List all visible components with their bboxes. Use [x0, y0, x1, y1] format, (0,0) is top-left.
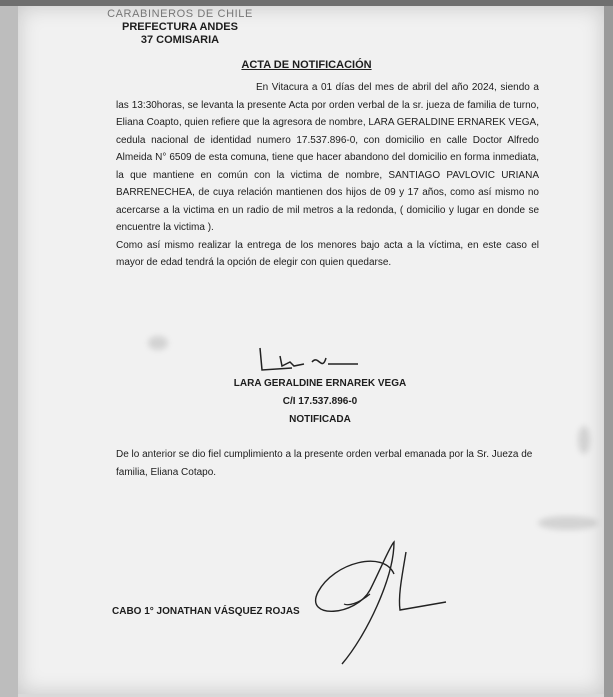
- body-paragraph-1: En Vitacura a 01 días del mes de abril del año 2024, siendo a las 13:30horas, se levanta la presente Acta por orden verbal de la sr. jueza de familia de turno, Eliana Coapto, quien refiere que la agresora de nombre, LARA GERALDINE ERNAREK VEGA, cedula nacional de identidad numero 17.537.896-0, con domicilio en calle Doctor Alfredo Almeida N° 6509 de esta comuna, tiene que hacer abandono del domicilio en forma inmediata, la que mantiene en común con la victima de nombre, SANTIAGO PAVLOVIC URIANA BARRENECHEA, de cuya relación mantienen dos hijos de 09 y 17 años, como así mismo no acercarse a la victima en un radio de mil metros a la redonda, ( domicilio y lugar en donde se encuentre la victima ).: [116, 82, 539, 233]
- body-paragraph-2: Como así mismo realizar la entrega de los menores bajo acta a la víctima, en este caso el mayor de edad tendrá la opción de elegir con quien quedarse.: [116, 239, 539, 268]
- header-prefecture: PREFECTURA ANDES: [122, 21, 238, 33]
- header-institution: CARABINEROS DE CHILE: [107, 8, 253, 20]
- document-body: [116, 79, 539, 272]
- smudge-mark: [578, 426, 590, 454]
- header-station: 37 COMISARIA: [140, 34, 220, 46]
- notified-id: C/I 17.537.896-0: [282, 396, 358, 407]
- smudge-mark: [538, 516, 598, 530]
- notified-signature: [252, 344, 362, 374]
- officer-name: CABO 1° JONATHAN VÁSQUEZ ROJAS: [112, 606, 300, 617]
- closing-text: De lo anterior se dio fiel cumplimiento a la presente orden verbal emanada por la Sr. Jueza de familia, Eliana Cotapo.: [116, 449, 533, 478]
- document-title: ACTA DE NOTIFICACIÓN: [241, 59, 372, 71]
- page-right-margin: [604, 0, 613, 697]
- smudge-mark: [148, 336, 168, 350]
- notified-name: LARA GERALDINE ERNAREK VEGA: [233, 378, 407, 389]
- document-header: [80, 8, 280, 47]
- officer-signature: [298, 532, 458, 667]
- notified-status: NOTIFICADA: [289, 414, 351, 425]
- closing-statement: [116, 446, 546, 482]
- page-left-margin: [0, 0, 18, 697]
